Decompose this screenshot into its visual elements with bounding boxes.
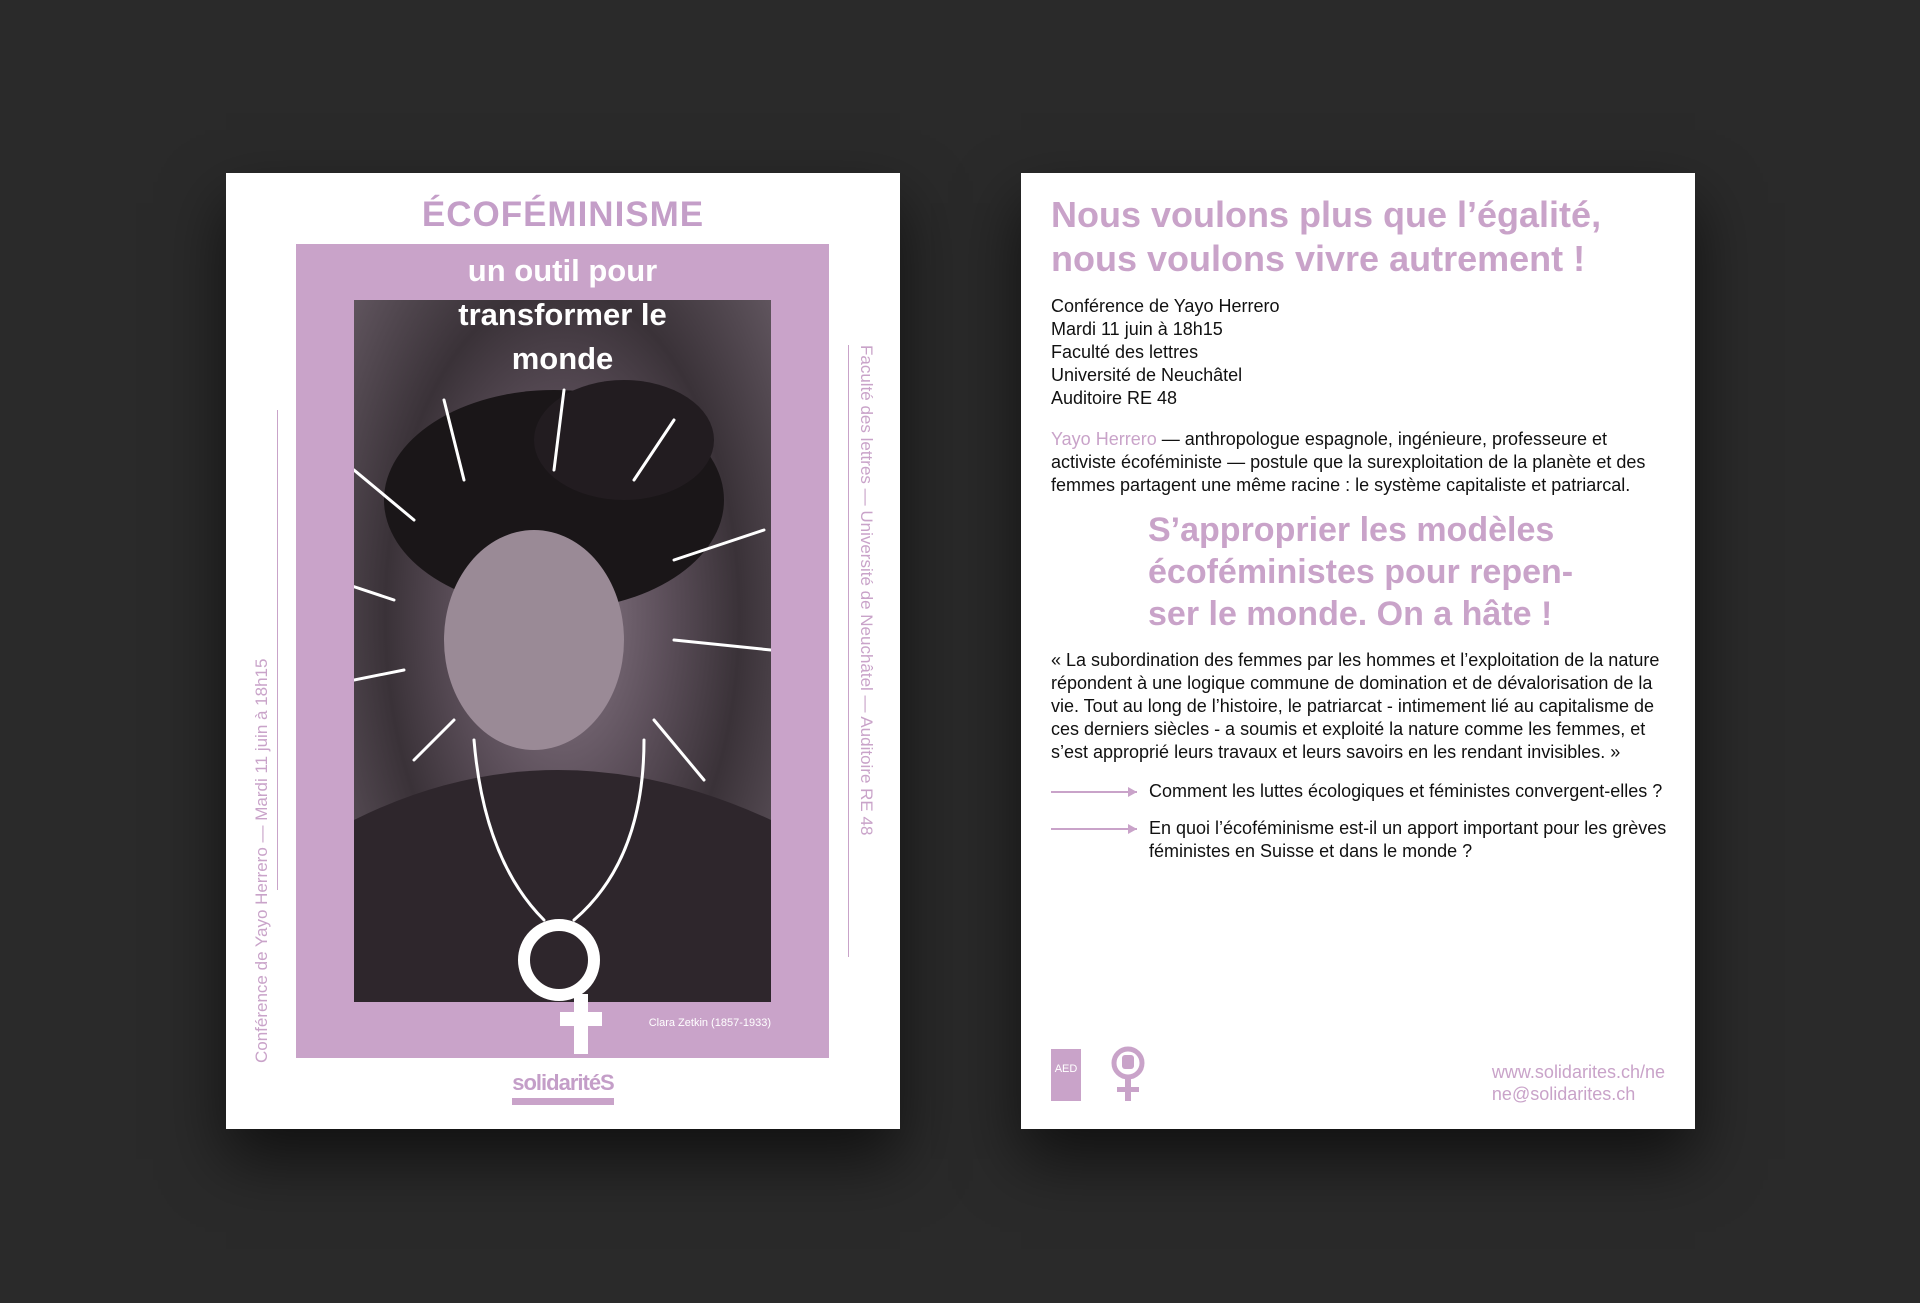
subheading-line: écoféministes pour repen- <box>1148 553 1574 591</box>
question-text: Comment les luttes écologiques et féministes convergent-elles ? <box>1149 781 1663 801</box>
logo-text: solidaritéS <box>512 1070 613 1105</box>
solidarites-logo <box>226 1070 900 1105</box>
paragraph-text: — anthropologue espagnole, ingénieure, professeure et activiste écoféministe — postule que la surexploitation de la planète et des femmes partagent une même racine : le système capitaliste et patriarcal. <box>1051 429 1646 495</box>
speaker-paragraph <box>1051 428 1671 497</box>
subheading-line: S’approprier les modèles <box>1148 511 1555 549</box>
back-content <box>1051 193 1671 863</box>
aed-logo: AED <box>1051 1049 1081 1101</box>
flyer-front <box>226 173 900 1129</box>
subheading-line: ser le monde. On a hâte ! <box>1148 595 1553 633</box>
heading-line: nous voulons vivre autrement ! <box>1051 238 1586 279</box>
info-line: Auditoire RE 48 <box>1051 388 1178 408</box>
vertical-event-info: Conférence de Yayo Herrero — Mardi 11 juin à 18h15 <box>252 658 271 1063</box>
flyer-subtitle <box>296 249 829 381</box>
portrait-illustration <box>354 300 771 1002</box>
website-link[interactable]: www.solidarites.ch/ne <box>1491 1062 1665 1082</box>
subtitle-line: un outil pour <box>467 253 658 288</box>
question-text: En quoi l’écoféminisme est-il un apport important pour les grèves féministes en Suisse et dans le monde ? <box>1149 818 1667 861</box>
info-line: Conférence de Yayo Herrero <box>1051 296 1280 316</box>
question-item <box>1051 780 1671 803</box>
feminist-fist-icon <box>1110 1046 1146 1102</box>
heading-line: Nous voulons plus que l’égalité, <box>1051 194 1602 235</box>
arrow-icon <box>1051 828 1137 830</box>
arrow-icon <box>1051 791 1137 793</box>
subtitle-line: monde <box>511 341 614 376</box>
contact-links <box>1492 1061 1665 1105</box>
quote: « La subordination des femmes par les hommes et l’exploitation de la nature répondent à une logique commune de domination et de dévalorisation de la vie. Tout au long de l’histoire, le patriarcat - intimement lié au capitalisme de ces derniers siècles - a soumis et exploité la nature comme les femmes, et s’est approprié leurs travaux et leurs savoirs en les rendant invisibles. » <box>1051 650 1660 762</box>
event-info <box>1051 295 1671 410</box>
divider <box>848 345 849 957</box>
divider <box>277 410 278 890</box>
email-link[interactable]: ne@solidarites.ch <box>1491 1084 1636 1104</box>
back-heading <box>1051 193 1671 281</box>
info-line: Faculté des lettres <box>1051 342 1199 362</box>
info-line: Mardi 11 juin à 18h15 <box>1051 319 1223 339</box>
portrait-photo <box>354 300 771 1002</box>
question-item <box>1051 817 1671 863</box>
subtitle-line: transformer le <box>458 297 667 332</box>
photo-caption: Clara Zetkin (1857-1933) <box>648 1017 771 1029</box>
speaker-name: Yayo Herrero <box>1051 429 1157 449</box>
flyer-title: ÉCOFÉMINISME <box>421 195 705 234</box>
flyer-back <box>1021 173 1695 1129</box>
back-subheading <box>1148 509 1671 635</box>
vertical-location-info: Faculté des lettres — Université de Neuchâtel — Auditoire RE 48 <box>857 345 876 836</box>
venus-symbol-icon <box>556 994 606 1064</box>
info-line: Université de Neuchâtel <box>1051 365 1243 385</box>
pink-frame <box>296 244 829 1058</box>
